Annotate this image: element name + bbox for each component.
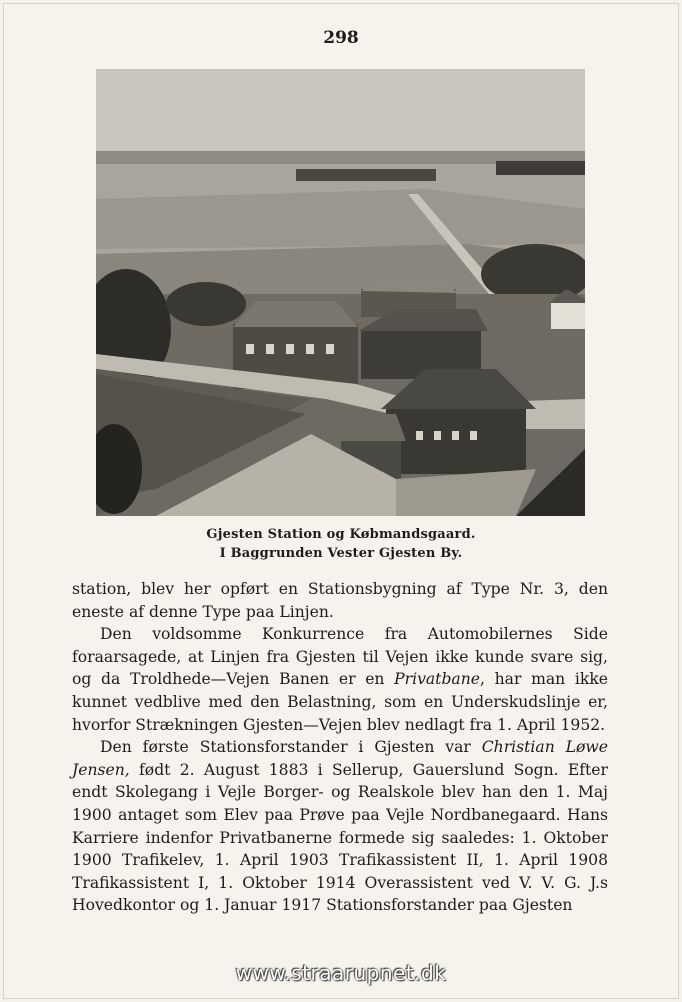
station-photograph <box>96 69 585 516</box>
website-watermark: www.straarupnet.dk <box>235 961 447 985</box>
paragraph-2-text-b: , har man ikke kunnet vedblive med den Belastning, som en Underskudslinje er, hvorfor Strækningen Gjesten—Vejen blev nedlagt fra 1. April 1952. <box>72 670 608 734</box>
paragraph-2-emphasis: Privatbane <box>394 670 480 689</box>
paragraph-2 <box>72 623 608 736</box>
page-number: 298 <box>323 28 359 48</box>
caption-line-1: Gjesten Station og Købmandsgaard. <box>206 527 476 542</box>
body-text <box>72 578 608 917</box>
paragraph-1: station, blev her opført en Stationsbygning af Type Nr. 3, den eneste af denne Type paa Linjen. <box>72 580 608 621</box>
caption-line-2: I Baggrunden Vester Gjesten By. <box>219 546 463 561</box>
aerial-photo-illustration <box>96 69 585 516</box>
paragraph-3 <box>72 736 608 917</box>
photo-caption <box>0 525 682 563</box>
paragraph-3-emphasis: Christian Løwe Jensen, <box>72 738 608 779</box>
paragraph-3-text-a: Den første Stationsforstander i Gjesten var <box>100 738 482 757</box>
paragraph-3-text-b: født 2. August 1883 i Sellerup, Gauerslund Sogn. Efter endt Skolegang i Vejle Borger- og Realskole blev han den 1. Maj 1900 antaget som Elev paa Prøve paa Vejle Nordbanegaard. Hans Karriere indenfor Privatbanerne formede sig saaledes: 1. Oktober 1900 Trafikelev, 1. April 1903 Trafikassistent II, 1. April 1908 Trafikassistent I, 1. Oktober 1914 Overassistent ved V. V. G. J.s Hovedkontor og 1. Januar 1917 Stationsforstander paa Gjesten <box>72 760 608 915</box>
paragraph-2-text-a: Den voldsomme Konkurrence fra Automobilernes Side foraarsagede, at Linjen fra Gjesten til Vejen ikke kunde svare sig, og da Troldhede—Vejen Banen er en <box>72 625 608 689</box>
